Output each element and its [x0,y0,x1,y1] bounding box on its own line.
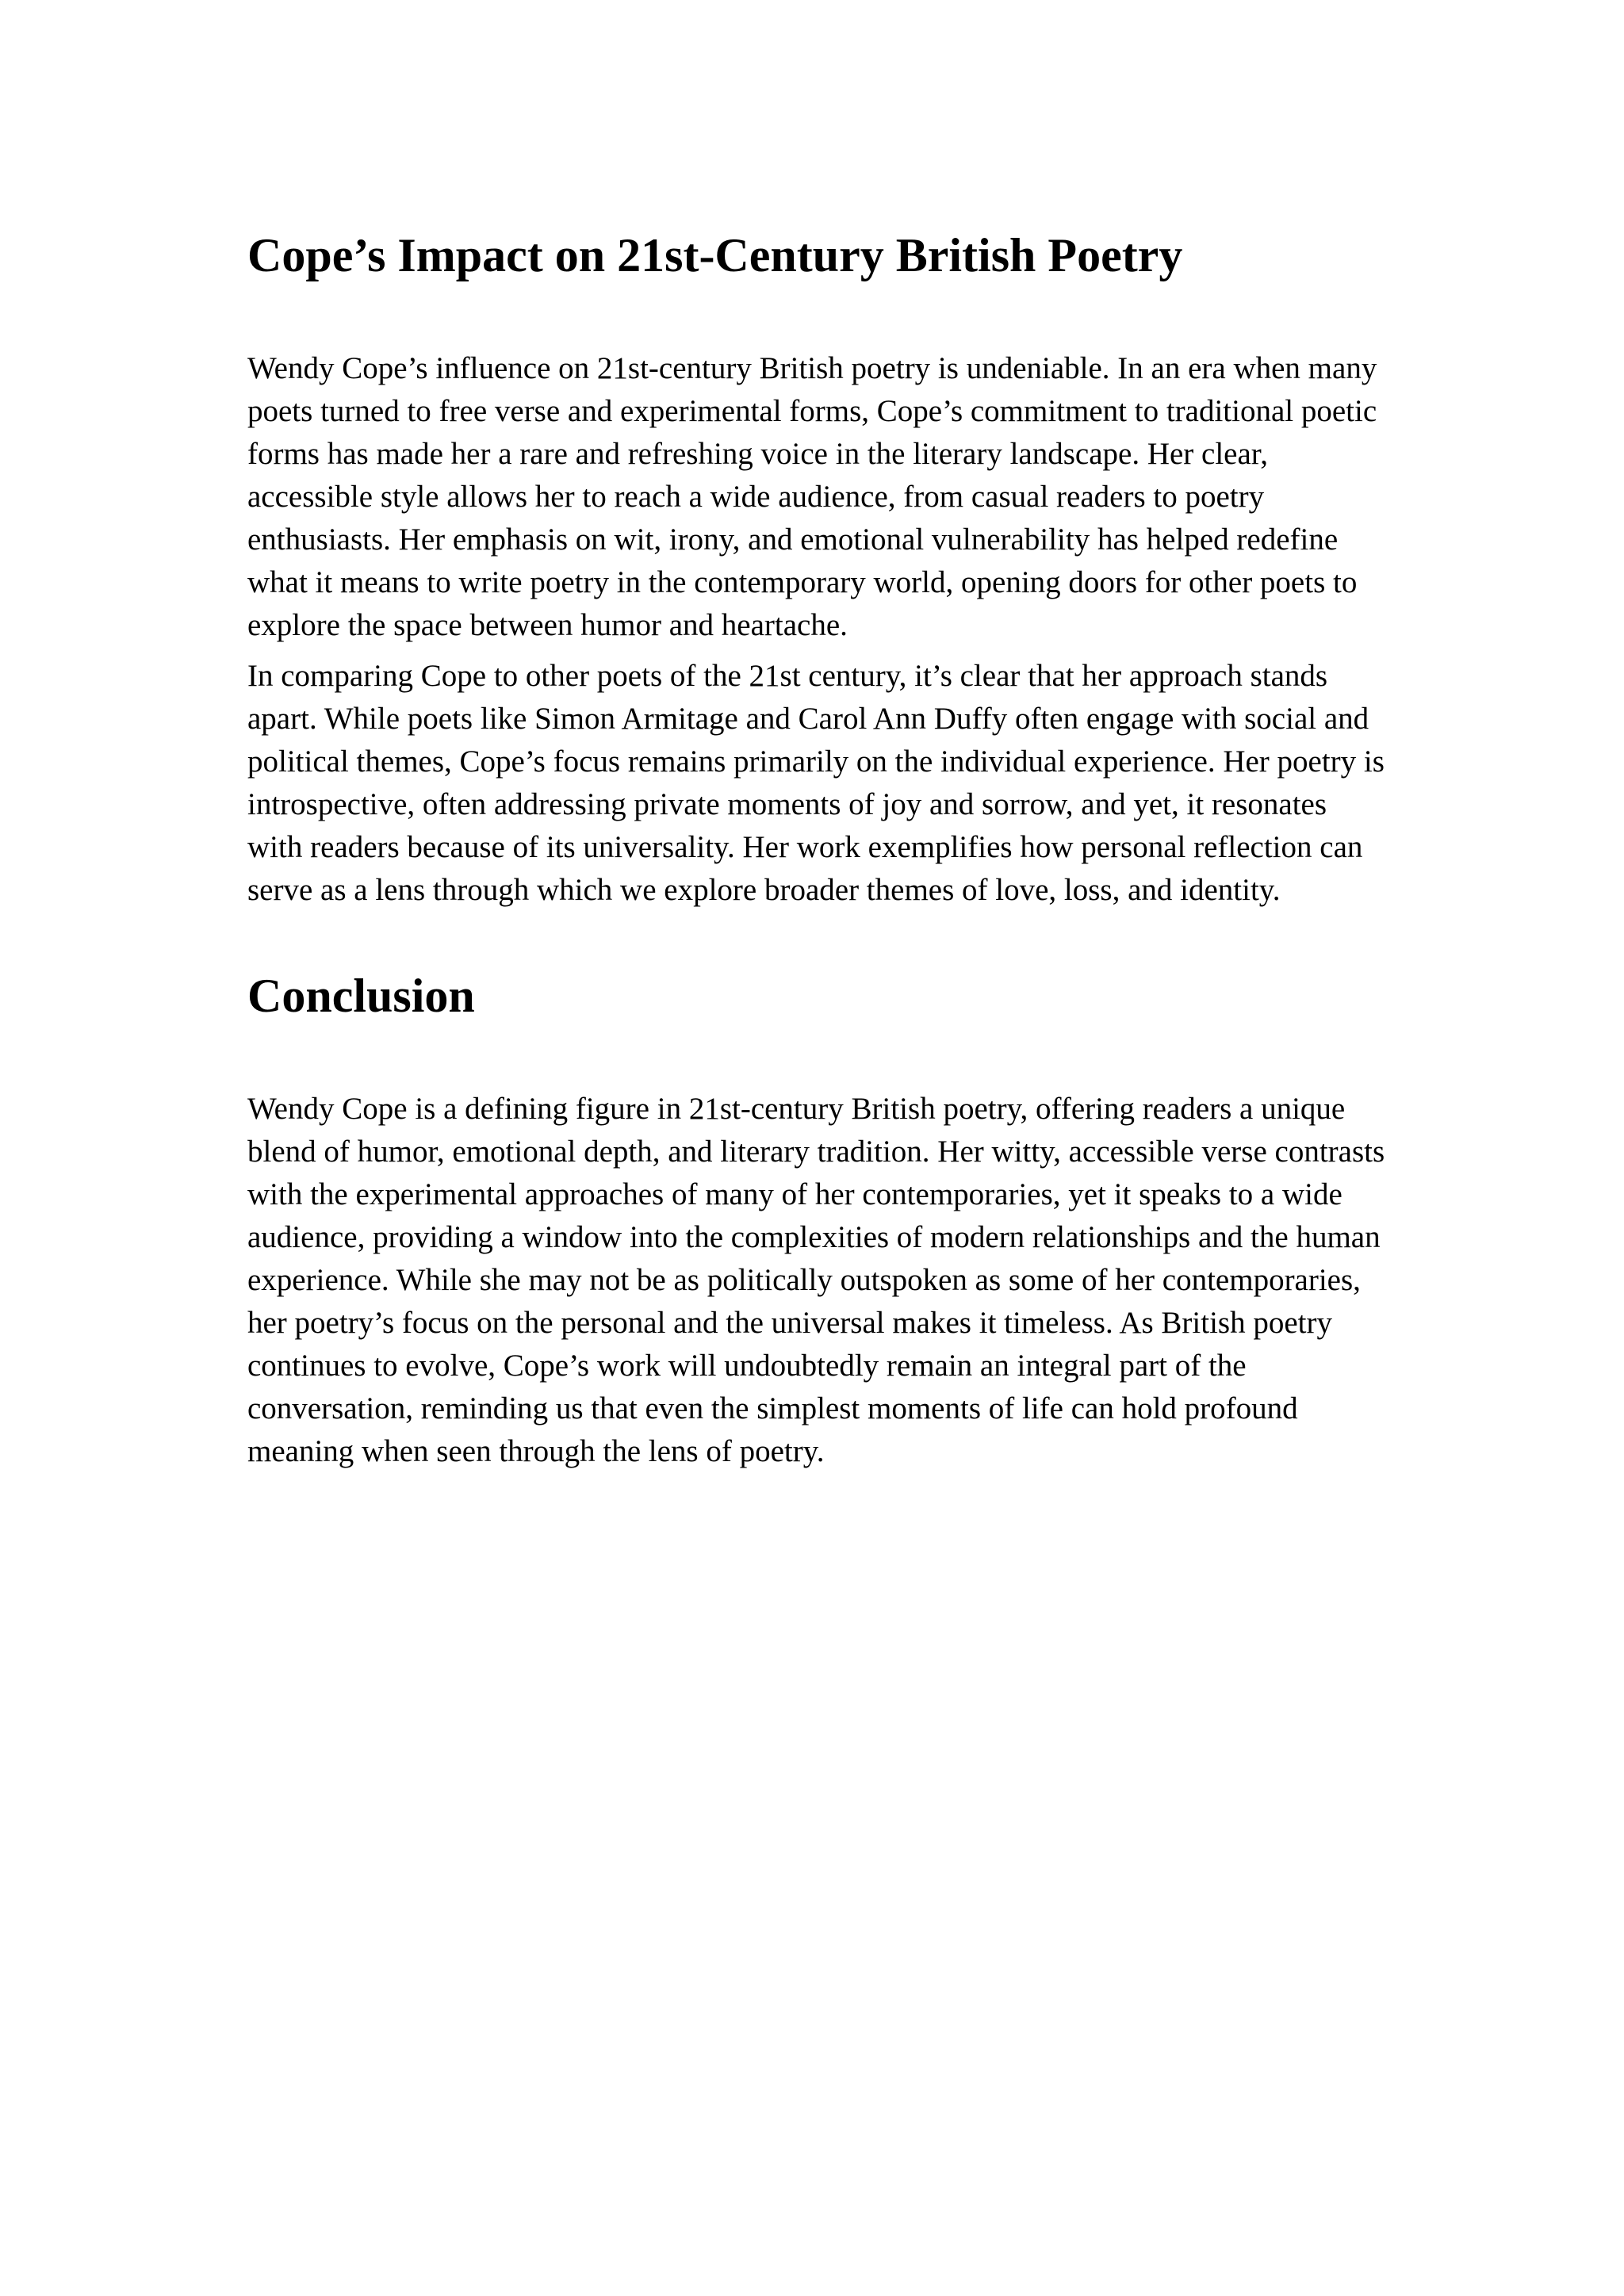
paragraph-influence: Wendy Cope’s influence on 21st-century British poetry is undeniable. In an era when many poets turned to free verse and experimental forms, Cope’s commitment to traditional poetic forms has made her a rare and refreshing voice in the literary landscape. Her clear, accessible style allows her to reach a wide audience, from casual readers to poetry enthusiasts. Her emphasis on wit, irony, and emotional vulnerability has helped redefine what it means to write poetry in the contemporary world, opening doors for other poets to explore the space between humor and heartache. [247,351,1377,642]
paragraph-conclusion: Wendy Cope is a defining figure in 21st-century British poetry, offering readers a unique blend of humor, emotional depth, and literary tradition. Her witty, accessible verse contrasts with the experimental approaches of many of her contemporaries, yet it speaks to a wide audience, providing a window into the complexities of modern relationships and the human experience. While she may not be as politically outspoken as some of her contemporaries, her poetry’s focus on the personal and the universal makes it timeless. As British poetry continues to evolve, Cope’s work will undoubtedly remain an integral part of the conversation, reminding us that even the simplest moments of life can hold profound meaning when seen through the lens of poetry. [247,1092,1385,1468]
section-heading-impact: Cope’s Impact on 21st-Century British Poetry [247,229,1183,281]
section-heading-conclusion: Conclusion [247,970,475,1022]
document-body [247,227,1389,1473]
paragraph-comparison: In comparing Cope to other poets of the 21st century, it’s clear that her approach stands apart. While poets like Simon Armitage and Carol Ann Duffy often engage with social and political themes, Cope’s focus remains primarily on the individual experience. Her poetry is introspective, often addressing private moments of joy and sorrow, and yet, it resonates with readers because of its universality. Her work exemplifies how personal reflection can serve as a lens through which we explore broader themes of love, loss, and identity. [247,659,1385,907]
